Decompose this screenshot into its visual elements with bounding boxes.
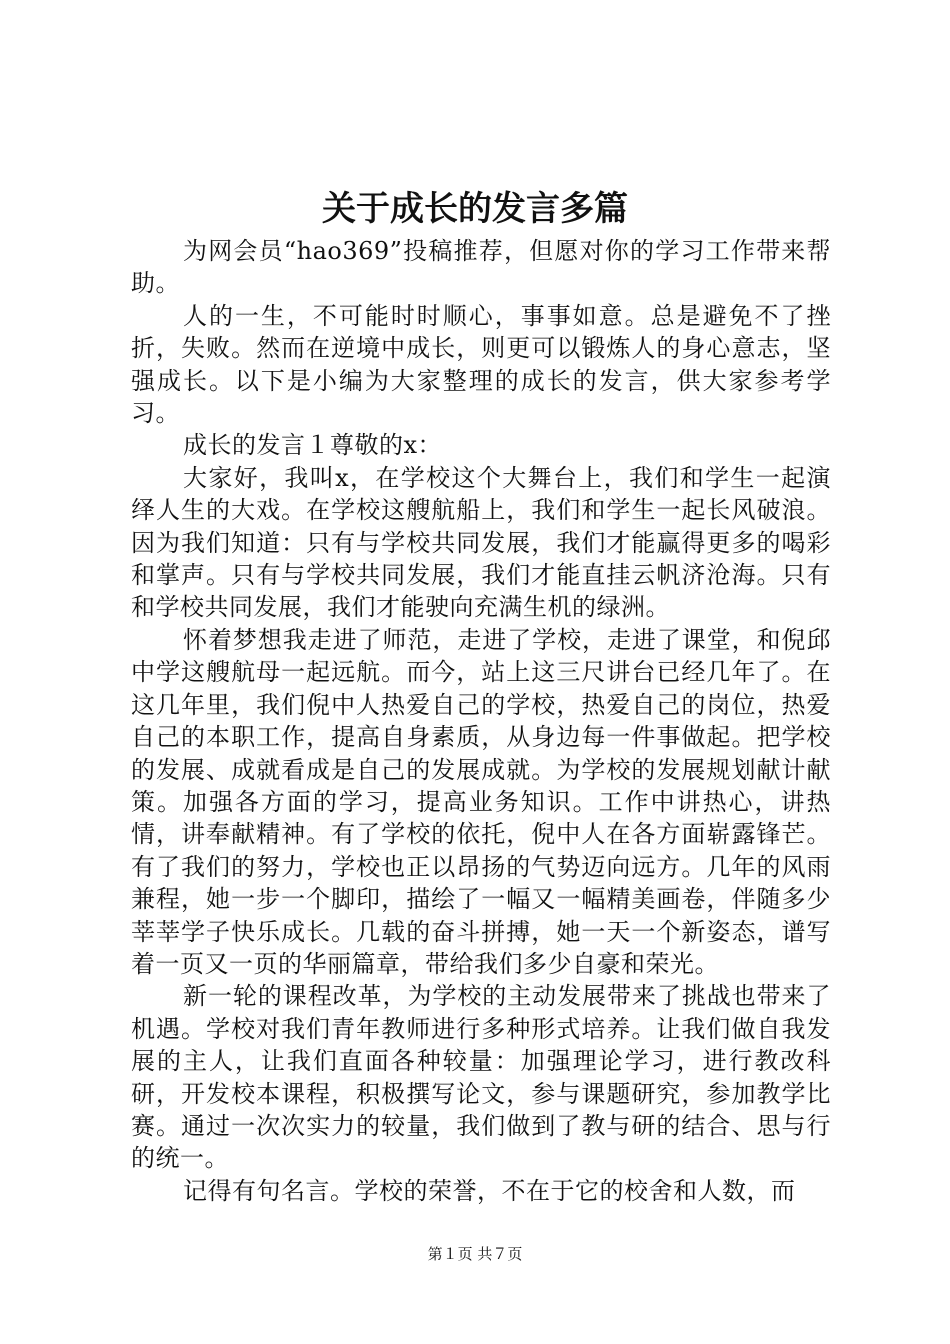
document-title: 关于成长的发言多篇 — [322, 189, 628, 229]
document-body — [131, 235, 831, 1207]
paragraph: 怀着梦想我走进了师范，走进了学校，走进了课堂，和倪邱中学这艘航母一起远航。而今，站上这三尺讲台已经几年了。在这几年里，我们倪中人热爱自己的学校，热爱自己的岗位，热爱自己的本职工作，提高自身素质，从身边每一件事做起。把学校的发展、成就看成是自己的发展成就。为学校的发展规划献计献策。加强各方面的学习，提高业务知识。工作中讲热心，讲热情，讲奉献精神。有了学校的依托，倪中人在各方面崭露锋芒。有了我们的努力，学校也正以昂扬的气势迈向远方。几年的风雨兼程，她一步一个脚印，描绘了一幅又一幅精美画卷，伴随多少莘莘学子快乐成长。几载的奋斗拼搏，她一天一个新姿态，谱写着一页又一页的华丽篇章，带给我们多少自豪和荣光。 — [131, 625, 831, 978]
paragraph: 人的一生，不可能时时顺心，事事如意。总是避免不了挫折，失败。然而在逆境中成长，则更可以锻炼人的身心意志，坚强成长。以下是小编为大家整理的成长的发言，供大家参考学习。 — [131, 301, 831, 428]
paragraph: 成长的发言１尊敬的x： — [183, 431, 443, 460]
paragraph: 大家好，我叫x，在学校这个大舞台上，我们和学生一起演绎人生的大戏。在学校这艘航船上，我们和学生一起长风破浪。因为我们知道：只有与学校共同发展，我们才能赢得更多的喝彩和掌声。只有与学校共同发展，我们才能直挂云帆济沧海。只有和学校共同发展，我们才能驶向充满生机的绿洲。 — [131, 463, 831, 622]
paragraph: 新一轮的课程改革，为学校的主动发展带来了挑战也带来了机遇。学校对我们青年教师进行多种形式培养。让我们做自我发展的主人，让我们直面各种较量：加强理论学习，进行教改科研，开发校本课程，积极撰写论文，参与课题研究，参加教学比赛。通过一次次实力的较量，我们做到了教与研的结合、思与行的统一。 — [131, 982, 831, 1173]
page-footer: 第１页 共７页 — [427, 1245, 523, 1263]
paragraph: 为网会员“hao369”投稿推荐，但愿对你的学习工作带来帮助。 — [131, 237, 831, 298]
paragraph: 记得有句名言。学校的荣誉，不在于它的校舍和人数，而 — [183, 1176, 796, 1205]
